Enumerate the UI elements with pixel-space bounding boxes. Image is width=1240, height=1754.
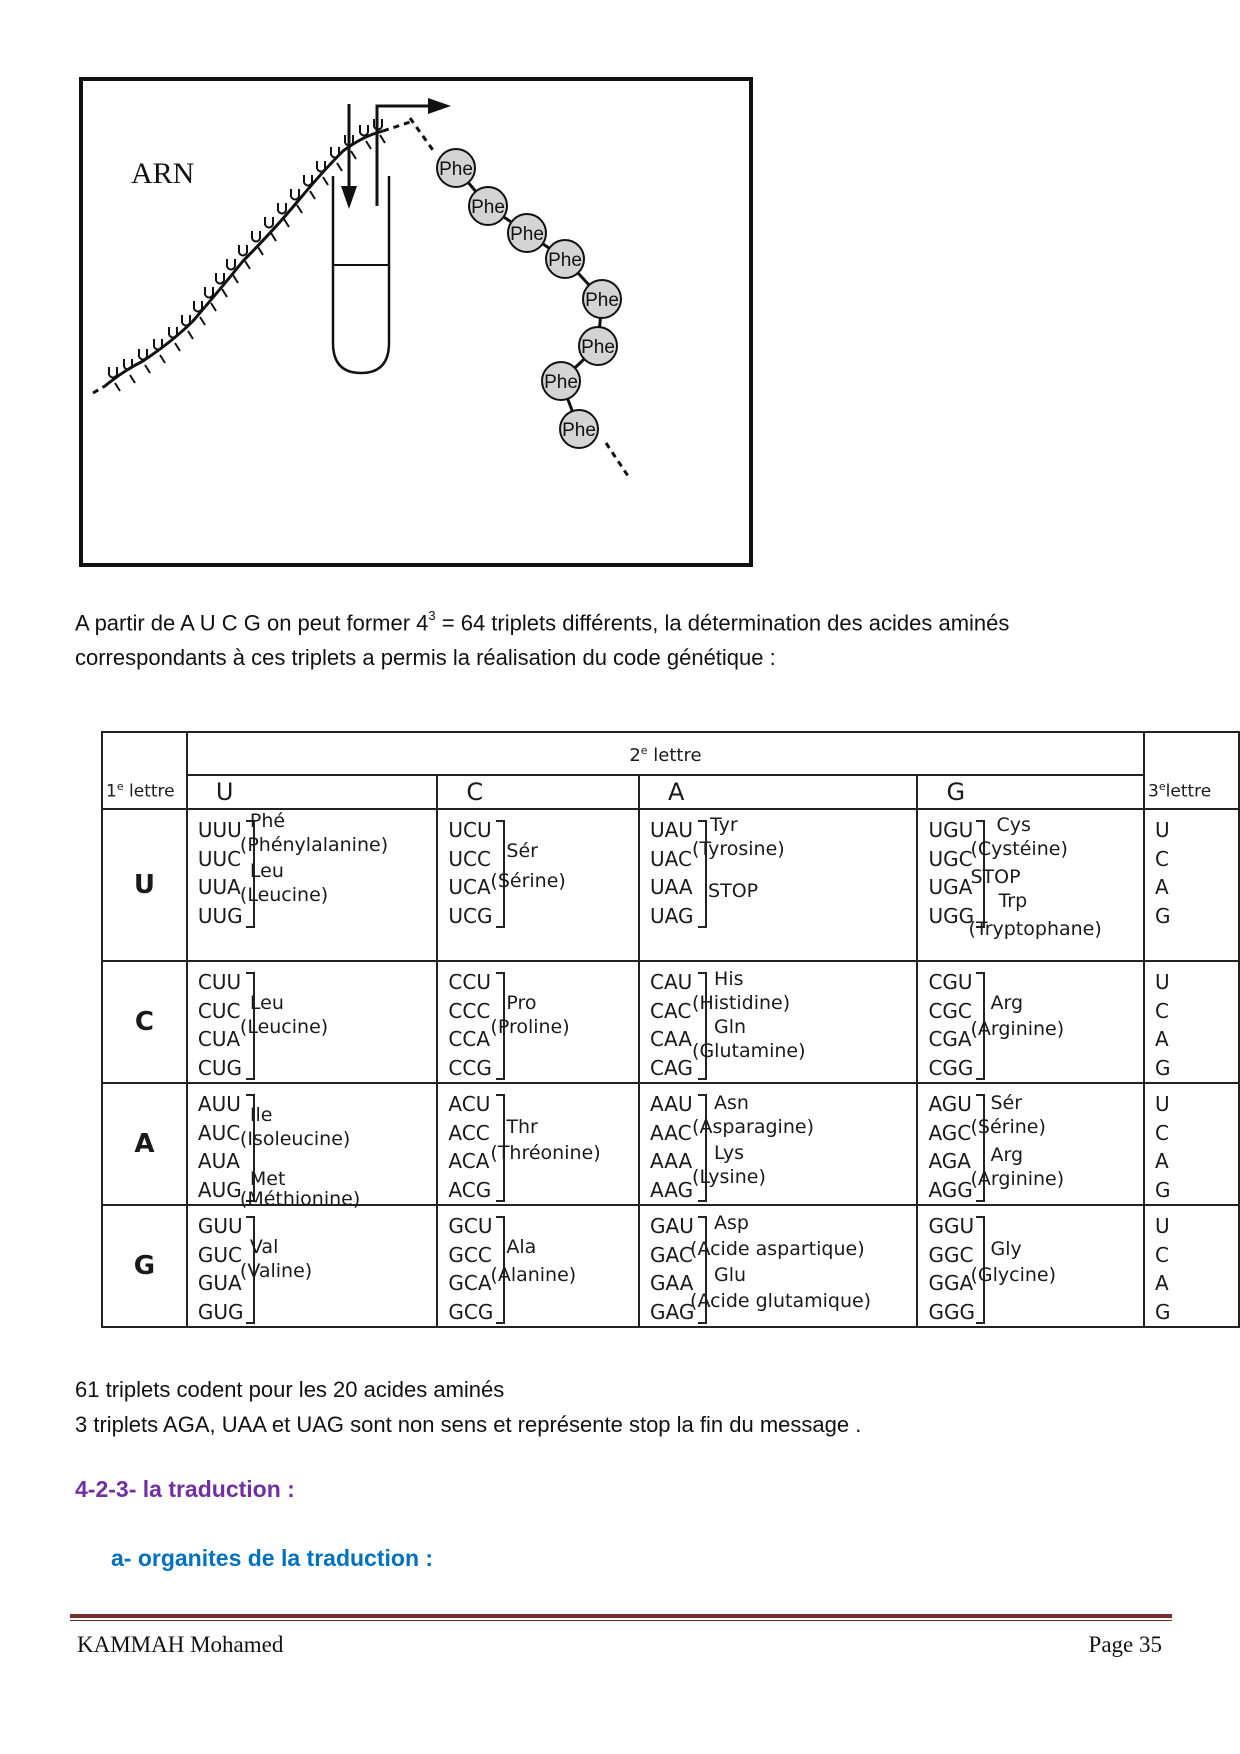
codon-list [448, 816, 492, 930]
codon: ACC [448, 1120, 490, 1145]
codon: GCU [448, 1214, 493, 1238]
third-letter: G [1155, 1177, 1171, 1202]
chain-dashed-start [410, 118, 435, 153]
amino-acid-label: (Histidine) [692, 992, 791, 1014]
third-letter-header [1144, 732, 1239, 809]
second-letter-num: 2 [629, 745, 641, 766]
amino-acid-label: Leu [249, 992, 284, 1014]
intro-text-a: A partir de A U C G on peut former 4 [75, 610, 429, 636]
codon-cell-inner [640, 1084, 916, 1204]
uracil-mark [139, 349, 147, 360]
codon: CGG [928, 1055, 974, 1080]
codon-cell [639, 809, 917, 961]
codon: GGG [928, 1299, 975, 1324]
codon: CGC [928, 998, 972, 1023]
codon: UUG [197, 903, 243, 928]
second-letter-word: lettre [647, 745, 702, 766]
uracil-mark [304, 175, 312, 186]
amino-acid-label: Glu [714, 1264, 747, 1286]
intro-exponent: 3 [428, 608, 436, 623]
amino-acid-label: STOP [708, 880, 759, 902]
codon: CAA [650, 1027, 692, 1051]
codon: CAU [650, 970, 693, 994]
codon: AGG [928, 1177, 973, 1202]
codon-cell-inner [918, 962, 1143, 1080]
codon: GCA [448, 1271, 492, 1295]
amino-acid-label: (Acide aspartique) [690, 1238, 865, 1260]
codon-cell-inner [640, 962, 916, 1080]
first-letter-sup: e [116, 780, 124, 794]
amino-acid-label: (Méthionine) [239, 1188, 361, 1210]
amino-acid-label: Leu [249, 860, 284, 882]
codon: ACU [448, 1092, 491, 1116]
codon-cell-inner [438, 1084, 638, 1204]
amino-acid-label: (Lysine) [692, 1166, 766, 1188]
first-letter-header [102, 732, 187, 809]
phe-label: Phe [544, 372, 578, 393]
footer-rule-thick [70, 1614, 1172, 1618]
table-row [102, 1083, 1239, 1205]
phe-label: Phe [585, 290, 619, 311]
codon: UUA [197, 875, 241, 899]
codon-list [928, 968, 973, 1082]
column-header-u: U [187, 775, 438, 809]
codon-list [650, 1090, 693, 1204]
backbone-tick [366, 141, 371, 149]
codon: GAA [650, 1271, 694, 1295]
codon: GCC [448, 1242, 492, 1267]
intro-line-2: correspondants à ces triplets a permis la réalisation du code génétique : [75, 645, 776, 671]
codon-bracket [698, 820, 707, 928]
codon: AAC [650, 1120, 692, 1145]
amino-acid-label: (Sérine) [490, 870, 566, 892]
amino-acid-label: Cys [996, 814, 1031, 836]
after-table-text [75, 1372, 861, 1442]
codon: AGA [928, 1149, 971, 1173]
third-letter: A [1155, 1149, 1169, 1173]
codon: AUA [197, 1149, 240, 1173]
arn-dashed-start [93, 386, 105, 393]
backbone-tick [175, 343, 180, 351]
codon: CAC [650, 998, 692, 1023]
codon-cell [187, 1083, 438, 1210]
third-letter-num: 3 [1148, 782, 1159, 802]
backbone-tick [323, 177, 328, 185]
amino-acid-label: STOP [970, 866, 1021, 888]
arrow-out-shaft [377, 106, 433, 206]
genetic-code-table [101, 731, 1240, 1328]
codon: GUC [197, 1242, 243, 1267]
amino-acid-label: (Thréonine) [490, 1142, 601, 1164]
translation-diagram [83, 81, 749, 563]
amino-acid-label: His [714, 968, 744, 990]
footer-page-number: Page 35 [1088, 1632, 1162, 1657]
codon-list [198, 1212, 244, 1326]
codon-cell-inner [188, 1206, 437, 1326]
codon-cell [917, 1083, 1144, 1205]
amino-acid-label: Val [249, 1236, 279, 1258]
codon: CUU [197, 970, 242, 994]
backbone-tick [258, 247, 263, 255]
backbone-tick [115, 383, 120, 391]
amino-acid-label: Sér [506, 840, 538, 862]
backbone-tick [188, 331, 193, 339]
third-letter-cell [1144, 1083, 1239, 1205]
codon: UGG [928, 903, 975, 928]
codon-list [448, 1090, 491, 1204]
phe-label: Phe [510, 224, 544, 245]
third-letter: A [1155, 1271, 1169, 1295]
codon-bracket [698, 972, 707, 1080]
codon: UUU [197, 818, 242, 842]
phe-chain [437, 149, 621, 448]
uracil-mark [154, 339, 162, 350]
codon: AAA [650, 1149, 693, 1173]
backbone-tick [233, 275, 238, 283]
footer-rule-thin [70, 1620, 1172, 1621]
uracil-mark [169, 327, 177, 338]
test-tube [333, 176, 389, 373]
third-letter-cell [1144, 961, 1239, 1083]
third-letter: C [1155, 1120, 1169, 1145]
subsection-heading-a: a- organites de la traduction : [111, 1545, 434, 1571]
codon-cell-inner [438, 962, 638, 1080]
codon-cell-inner [640, 810, 916, 960]
codon: AUC [197, 1120, 241, 1145]
codon: CCA [448, 1027, 491, 1051]
arrow-out-head [428, 98, 451, 114]
codon: UGU [928, 818, 974, 842]
third-letter: G [1155, 1299, 1171, 1324]
backbone-tick [297, 205, 302, 213]
third-letter-list [1145, 1206, 1238, 1326]
uracil-mark [291, 189, 299, 200]
codon: UCG [448, 903, 493, 928]
row-first-letter: A [102, 1083, 187, 1205]
phe-label: Phe [439, 159, 473, 180]
codon-cell-inner [640, 1206, 916, 1326]
codon-list [650, 1212, 694, 1326]
codon: AUG [197, 1177, 242, 1202]
amino-acid-label: Met [249, 1168, 286, 1190]
uracil-mark [194, 301, 202, 312]
codon: GAC [650, 1242, 693, 1267]
phe-label: Phe [548, 250, 582, 271]
codon: UCU [448, 818, 492, 842]
column-header-c: C [437, 775, 639, 809]
codon-list [928, 1090, 972, 1204]
codon-cell [437, 1083, 639, 1205]
third-letter: A [1155, 875, 1169, 899]
codon: GAG [650, 1299, 695, 1324]
third-letter-list [1145, 962, 1238, 1082]
uracil-mark [109, 367, 117, 378]
table-body [102, 809, 1239, 1327]
third-letter-list [1145, 1084, 1238, 1204]
amino-acid-label: (Alanine) [490, 1264, 577, 1286]
amino-acid-label: Ile [249, 1104, 273, 1126]
codon: GCG [448, 1299, 494, 1324]
phe-label: Phe [581, 337, 615, 358]
codon-cell [639, 1205, 917, 1327]
amino-acid-label: Gln [714, 1016, 747, 1038]
codon: AUU [197, 1092, 241, 1116]
codon-cell-inner [188, 1084, 437, 1210]
amino-acid-label: (Cystéine) [970, 838, 1068, 860]
codon-cell [917, 809, 1144, 961]
codon: GGC [928, 1242, 974, 1267]
uracil-mark [317, 161, 325, 172]
backbone-tick [130, 375, 135, 383]
amino-acid-label: (Asparagine) [692, 1116, 814, 1138]
row-first-letter: C [102, 961, 187, 1083]
amino-acid-label: (Tryptophane) [968, 918, 1102, 940]
codon: CGA [928, 1027, 972, 1051]
amino-acid-label: (Sérine) [970, 1116, 1046, 1138]
codon: CCC [448, 998, 491, 1023]
amino-acid-label: Pro [506, 992, 537, 1014]
backbone-tick [211, 303, 216, 311]
third-letter-sup: e [1158, 780, 1166, 794]
backbone-tick [160, 355, 165, 363]
codon-list [650, 816, 693, 930]
uracil-mark [227, 259, 235, 270]
third-letter: C [1155, 1242, 1169, 1267]
amino-acid-label: Trp [998, 890, 1028, 912]
codon-cell-inner [918, 1206, 1143, 1326]
amino-acid-label: Asn [714, 1092, 749, 1114]
amino-acid-label: Tyr [710, 814, 738, 836]
codon-list [198, 816, 243, 930]
arn-label: ARN [131, 157, 195, 190]
amino-acid-label: (Acide glutamique) [690, 1290, 872, 1312]
amino-acid-label: Ala [506, 1236, 537, 1258]
codon-list [928, 816, 974, 930]
amino-acid-label: (Tyrosine) [692, 838, 785, 860]
backbone-tick [284, 219, 289, 227]
codon-cell [917, 1205, 1144, 1327]
backbone-tick [200, 317, 205, 325]
third-letter: U [1155, 1214, 1170, 1238]
uracil-mark [331, 147, 339, 158]
codon-cell [639, 961, 917, 1083]
codon: AAG [650, 1177, 694, 1202]
section-heading-423: 4-2-3- la traduction : [75, 1476, 295, 1502]
uracil-mark [252, 231, 260, 242]
column-header-a: A [639, 775, 917, 809]
codon-cell [187, 1205, 438, 1327]
amino-acid-label: Sér [990, 1092, 1023, 1114]
codon: UCC [448, 846, 491, 871]
amino-acid-label: Gly [990, 1238, 1022, 1260]
third-letter-cell [1144, 809, 1239, 961]
third-letter: U [1155, 970, 1170, 994]
codon-cell [187, 961, 438, 1083]
third-letter: C [1155, 998, 1169, 1023]
codon: GUG [197, 1299, 244, 1324]
codon-cell-inner [438, 1206, 638, 1326]
amino-acid-label: Thr [506, 1116, 538, 1138]
amino-acid-label: Phé [249, 810, 286, 832]
arn-dashed-end [383, 121, 413, 131]
codon-cell [437, 1205, 639, 1327]
codon: CAG [650, 1055, 693, 1080]
uracil-mark [182, 315, 190, 326]
backbone-tick [351, 151, 356, 159]
codon-list [198, 1090, 242, 1204]
codon-cell [437, 961, 639, 1083]
amino-acid-label: (Glycine) [970, 1264, 1056, 1286]
codon-cell-inner [918, 1084, 1143, 1204]
third-letter: C [1155, 846, 1169, 871]
amino-acid-label: (Glutamine) [692, 1040, 806, 1062]
codon: AGC [928, 1120, 972, 1145]
third-letter-cell [1144, 1205, 1239, 1327]
uracil-mark [265, 217, 273, 228]
first-letter-num: 1 [106, 782, 117, 802]
amino-acid-label: (Isoleucine) [239, 1128, 351, 1150]
codon: GAU [650, 1214, 694, 1238]
arrow-in-head [341, 186, 357, 209]
amino-acid-label: Asp [714, 1212, 749, 1234]
codon-list [448, 968, 491, 1082]
uracil-mark [360, 125, 368, 136]
amino-acid-label: Arg [990, 992, 1024, 1014]
after-line-2: 3 triplets AGA, UAA et UAG sont non sens et représente stop la fin du message . [75, 1412, 862, 1437]
codon-list [650, 968, 693, 1082]
codon-list [928, 1212, 975, 1326]
table-row [102, 961, 1239, 1083]
uracil-mark [278, 203, 286, 214]
footer-author: KAMMAH Mohamed [77, 1632, 284, 1657]
third-letter: G [1155, 1055, 1171, 1080]
third-letter-list [1145, 810, 1238, 930]
codon: AAU [650, 1092, 693, 1116]
backbone-tick [310, 191, 315, 199]
third-letter-word: lettre [1165, 782, 1212, 802]
table-header-row-2 [102, 775, 1239, 809]
codon: GGU [928, 1214, 975, 1238]
codon: ACG [448, 1177, 492, 1202]
after-line-1: 61 triplets codent pour les 20 acides aminés [75, 1377, 505, 1402]
codon: GUA [197, 1271, 242, 1295]
codon: UCA [448, 875, 491, 899]
uracil-mark [205, 287, 213, 298]
row-first-letter: U [102, 809, 187, 961]
uracil-mark [239, 245, 247, 256]
backbone-tick [222, 289, 227, 297]
codon: UAA [650, 875, 693, 899]
amino-acid-label: (Arginine) [970, 1018, 1065, 1040]
codon: UGA [928, 875, 973, 899]
phe-label: Phe [562, 420, 596, 441]
codon: GGA [928, 1271, 974, 1295]
phe-label: Phe [471, 197, 505, 218]
codon: CUC [197, 998, 241, 1023]
codon-list [198, 968, 242, 1082]
codon: ACA [448, 1149, 490, 1173]
backbone-tick [337, 163, 342, 171]
table-header-row-1 [102, 732, 1239, 775]
codon: UGC [928, 846, 973, 871]
backbone-tick [145, 365, 150, 373]
amino-acid-label: Arg [990, 1144, 1024, 1166]
row-first-letter: G [102, 1205, 187, 1327]
codon: UUC [197, 846, 242, 871]
third-letter: U [1155, 818, 1170, 842]
codon-cell [437, 809, 639, 961]
backbone-tick [271, 233, 276, 241]
table-row [102, 1205, 1239, 1327]
intro-text-b: = 64 triplets différents, la détermination des acides aminés [435, 610, 1010, 636]
translation-figure [79, 77, 753, 567]
codon: CCG [448, 1055, 492, 1080]
codon: CGU [928, 970, 973, 994]
codon: CUA [197, 1027, 241, 1051]
first-letter-word: lettre [123, 782, 175, 802]
chain-dashed-end [606, 443, 628, 476]
codon-list [448, 1212, 493, 1326]
uracil-mark [216, 273, 224, 284]
amino-acid-label: (Phénylalanine) [239, 834, 389, 856]
codon: UAC [650, 846, 692, 871]
amino-acid-label: Lys [714, 1142, 745, 1164]
amino-acid-label: (Leucine) [239, 884, 329, 906]
third-letter: U [1155, 1092, 1170, 1116]
table-row [102, 809, 1239, 961]
codon-cell [917, 961, 1144, 1083]
codon: UAG [650, 903, 694, 928]
amino-acid-label: (Leucine) [239, 1016, 329, 1038]
codon: AGU [928, 1092, 972, 1116]
third-letter: A [1155, 1027, 1169, 1051]
amino-acid-label: (Arginine) [970, 1168, 1065, 1190]
codon: UAU [650, 818, 693, 842]
amino-acid-label: (Valine) [239, 1260, 313, 1282]
second-letter-sup: e [640, 744, 648, 757]
codon-cell-inner [918, 810, 1143, 960]
codon-cell-inner [188, 810, 437, 960]
amino-acid-label: (Proline) [490, 1016, 570, 1038]
backbone-tick [380, 135, 385, 143]
third-letter: G [1155, 903, 1171, 928]
intro-line-1 [75, 600, 1185, 640]
codon: CCU [448, 970, 491, 994]
codon: GUU [197, 1214, 243, 1238]
backbone-tick [245, 261, 250, 269]
column-header-g: G [917, 775, 1144, 809]
second-letter-header [187, 732, 1144, 775]
codon: CUG [197, 1055, 243, 1080]
codon-cell [639, 1083, 917, 1205]
codon-cell-inner [188, 962, 437, 1080]
intro-paragraph [75, 600, 1185, 675]
codon-cell-inner [438, 810, 638, 960]
codon-cell [187, 809, 438, 961]
